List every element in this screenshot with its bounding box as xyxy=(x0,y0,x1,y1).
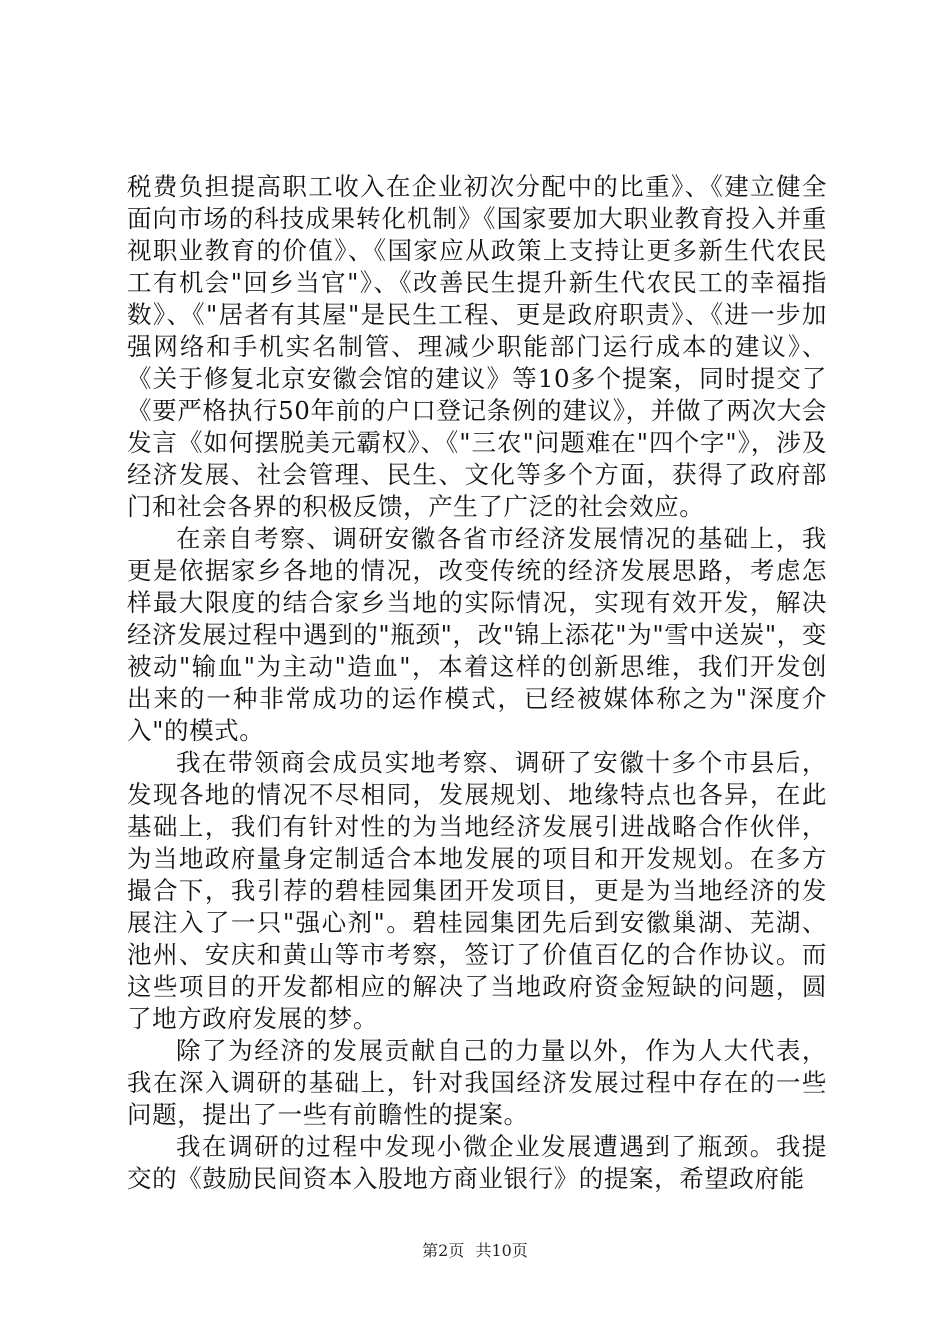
paragraph-5: 我在调研的过程中发现小微企业发展遭遇到了瓶颈。我提交的《鼓励民间资本入股地方商业银行》的提案，希望政府能 xyxy=(127,1132,827,1193)
paragraph-4: 除了为经济的发展贡献自己的力量以外，作为人大代表，我在深入调研的基础上，针对我国经济发展过程中存在的一些问题，提出了一些有前瞻性的提案。 xyxy=(127,1036,827,1129)
paragraph-2: 在亲自考察、调研安徽各省市经济发展情况的基础上，我更是依据家乡各地的情况，改变传统的经济发展思路，考虑怎样最大限度的结合家乡当地的实际情况，实现有效开发，解决经济发展过程中遇到的"瓶颈"，改"锦上添花"为"雪中送炭"，变被动"输血"为主动"造血"，本着这样的创新思维，我们开发创出来的一种非常成功的运作模式，已经被媒体称之为"深度介入"的模式。 xyxy=(127,524,827,745)
page-footer xyxy=(0,1241,950,1261)
page-total: 共10页 xyxy=(475,1241,528,1260)
paragraph-3: 我在带领商会成员实地考察、调研了安徽十多个市县后，发现各地的情况不尽相同，发展规划、地缘特点也各异，在此基础上，我们有针对性的为当地经济发展引进战略合作伙伴，为当地政府量身定制适合本地发展的项目和开发规划。在多方撮合下，我引荐的碧桂园集团开发项目，更是为当地经济的发展注入了一只"强心剂"。碧桂园集团先后到安徽巢湖、芜湖、池州、安庆和黄山等市考察，签订了价值百亿的合作协议。而这些项目的开发都相应的解决了当地政府资金短缺的问题，圆了地方政府发展的梦。 xyxy=(127,748,827,1033)
document-body xyxy=(127,171,827,1195)
page-number: 第2页 xyxy=(422,1241,465,1260)
paragraph-1: 税费负担提高职工收入在企业初次分配中的比重》、《建立健全面向市场的科技成果转化机制》《国家要加大职业教育投入并重视职业教育的价值》、《国家应从政策上支持让更多新生代农民工有机会"回乡当官"》、《改善民生提升新生代农民工的幸福指数》、《"居者有其屋"是民生工程、更是政府职责》、《进一步加强网络和手机实名制管、理减少职能部门运行成本的建议》、《关于修复北京安徽会馆的建议》等10多个提案，同时提交了《要严格执行50年前的户口登记条例的建议》，并做了两次大会发言《如何摆脱美元霸权》、《"三农"问题难在"四个字"》，涉及经济发展、社会管理、民生、文化等多个方面，获得了政府部门和社会各界的积极反馈，产生了广泛的社会效应。 xyxy=(127,172,827,521)
